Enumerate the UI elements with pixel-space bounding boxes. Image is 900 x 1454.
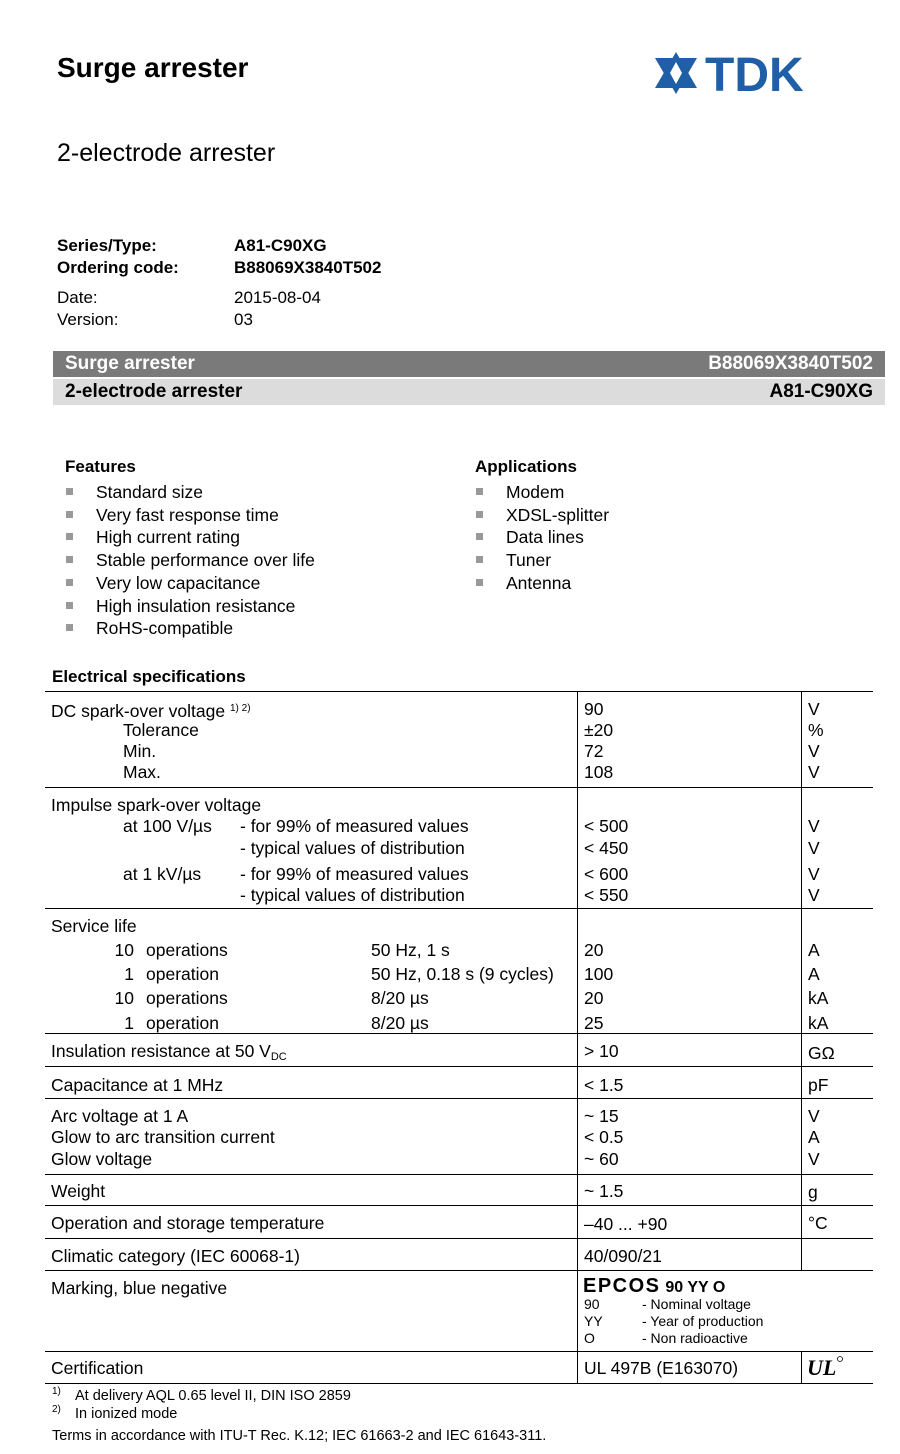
impulse-line: - typical values of distribution [240, 885, 465, 905]
logo-text: TDK [705, 49, 804, 98]
temperature-value: –40 ... +90 [584, 1214, 668, 1234]
impulse-value: < 450 [584, 838, 629, 858]
bullet-icon [476, 533, 483, 540]
service-value: 25 [584, 1013, 604, 1033]
glow-arc-current-unit: A [808, 1127, 820, 1147]
series-label: Series/Type: [57, 236, 157, 255]
service-unit: A [808, 964, 820, 984]
features-heading: Features [65, 457, 136, 476]
table-col-rule [577, 691, 578, 1383]
marking-desc: - Year of production [642, 1313, 764, 1329]
table-rule [45, 1174, 873, 1175]
dc-max-unit: V [808, 762, 820, 782]
impulse-rate-1k: at 1 kV/µs [123, 864, 202, 884]
impulse-unit: V [808, 816, 820, 836]
climatic-label: Climatic category (IEC 60068-1) [51, 1246, 300, 1266]
marking-key: YY [584, 1313, 603, 1329]
features-list: Standard size Very fast response time High current rating Stable performance over life Very low capacitance High insulation resistance RoHS-compatible [66, 482, 446, 642]
glow-voltage-label: Glow voltage [51, 1149, 153, 1169]
insulation-label: Insulation resistance at 50 $V_{DC}$ [51, 1041, 287, 1063]
dc-tolerance-unit: % [808, 720, 824, 740]
service-count: 10 [114, 940, 134, 960]
impulse-rate-100: at 100 V/µs [123, 816, 212, 836]
bullet-icon [476, 511, 483, 518]
service-value: 100 [584, 964, 614, 984]
bullet-icon [66, 511, 73, 518]
footnote-text: In ionized mode [75, 1406, 178, 1422]
service-what: operations [146, 988, 228, 1008]
bullet-icon [66, 533, 73, 540]
service-condition: 50 Hz, 1 s [371, 940, 450, 960]
certification-value: UL 497B (E163070) [584, 1358, 739, 1378]
impulse-line: - typical values of distribution [240, 838, 465, 858]
tdk-logo [651, 48, 847, 98]
climatic-value: 40/090/21 [584, 1246, 662, 1266]
service-what: operation [146, 1013, 219, 1033]
insulation-unit: GΩ [808, 1043, 835, 1063]
band-type-code: A81-C90XG [769, 381, 873, 402]
glow-voltage-value: ~ 60 [584, 1149, 619, 1169]
specs-title: Electrical specifications [52, 667, 246, 686]
capacitance-unit: pF [808, 1075, 829, 1095]
impulse-value: < 600 [584, 864, 629, 884]
dc-value: 90 [584, 699, 604, 719]
product-band [53, 351, 885, 377]
series-value: A81-C90XG [234, 236, 327, 255]
service-value: 20 [584, 988, 604, 1008]
dc-tolerance-value: ±20 [584, 720, 614, 740]
capacitance-label: Capacitance at 1 MHz [51, 1075, 224, 1095]
impulse-line: - for 99% of measured values [240, 864, 469, 884]
impulse-value: < 550 [584, 885, 629, 905]
dc-max-value: 108 [584, 762, 614, 782]
glow-arc-current-label: Glow to arc transition current [51, 1127, 275, 1147]
service-what: operation [146, 964, 219, 984]
bullet-icon [66, 579, 73, 586]
temperature-label: Operation and storage temperature [51, 1213, 325, 1233]
insulation-value: > 10 [584, 1041, 619, 1061]
bullet-icon [476, 488, 483, 495]
service-count: 1 [124, 964, 134, 984]
weight-unit: g [808, 1182, 818, 1202]
service-count: 10 [114, 988, 134, 1008]
glow-voltage-unit: V [808, 1149, 820, 1169]
dc-min-label: Min. [123, 741, 157, 761]
arc-voltage-unit: V [808, 1106, 820, 1126]
service-value: 20 [584, 940, 604, 960]
dc-tolerance-label: Tolerance [123, 720, 199, 740]
applications-list: Modem XDSL-splitter Data lines Tuner Antenna [476, 482, 856, 602]
version-label: Version: [57, 310, 119, 329]
capacitance-value: < 1.5 [584, 1075, 624, 1095]
dc-unit: V [808, 699, 820, 719]
footnote-marker: 1) [52, 1386, 61, 1397]
service-unit: kA [808, 1013, 829, 1033]
service-unit: A [808, 940, 820, 960]
marking-desc: - Non radioactive [642, 1330, 748, 1346]
type-band [53, 379, 885, 405]
band-product-name: Surge arrester [65, 353, 195, 374]
version-value: 03 [234, 310, 253, 329]
impulse-unit: V [808, 885, 820, 905]
marking-key: 90 [584, 1296, 600, 1312]
table-rule [45, 1351, 873, 1352]
marking-desc: - Nominal voltage [642, 1296, 751, 1312]
dc-max-label: Max. [123, 762, 161, 782]
dc-min-value: 72 [584, 741, 604, 761]
table-rule [45, 1238, 873, 1239]
bullet-icon [66, 624, 73, 631]
table-rule [45, 1205, 873, 1206]
service-condition: 8/20 µs [371, 1013, 429, 1033]
temperature-unit: °C [808, 1213, 828, 1233]
terms-note: Terms in accordance with ITU-T Rec. K.12; IEC 61663-2 and IEC 61643-311. [52, 1428, 547, 1444]
table-col-rule [801, 1351, 802, 1383]
page-title: Surge arrester [57, 52, 249, 83]
weight-value: ~ 1.5 [584, 1181, 624, 1201]
glow-arc-current-value: < 0.5 [584, 1127, 624, 1147]
footnote-text: At delivery AQL 0.65 level II, DIN ISO 2859 [75, 1388, 351, 1404]
marking-key: O [584, 1330, 595, 1346]
epcos-marking: EPCOS 90 YY O [583, 1275, 726, 1297]
svg-text:UL: UL [807, 1355, 837, 1379]
date-label: Date: [57, 288, 98, 307]
service-condition: 8/20 µs [371, 988, 429, 1008]
ordering-label: Ordering code: [57, 258, 179, 277]
marking-label: Marking, blue negative [51, 1278, 228, 1298]
table-col-rule [801, 691, 802, 1270]
page-subtitle: 2-electrode arrester [57, 139, 276, 167]
date-value: 2015-08-04 [234, 288, 321, 307]
service-unit: kA [808, 988, 829, 1008]
impulse-value: < 500 [584, 816, 629, 836]
bullet-icon [66, 488, 73, 495]
service-what: operations [146, 940, 228, 960]
impulse-unit: V [808, 864, 820, 884]
table-rule [45, 1270, 873, 1271]
table-rule [45, 691, 873, 692]
band-ordering-code: B88069X3840T502 [708, 353, 873, 374]
band-type-name: 2-electrode arrester [65, 381, 243, 402]
dc-min-unit: V [808, 741, 820, 761]
epcos-logo: EPCOS [583, 1275, 661, 1297]
bullet-icon [66, 602, 73, 609]
bullet-icon [476, 556, 483, 563]
table-rule [45, 1033, 873, 1034]
table-rule [45, 1383, 873, 1384]
arc-voltage-value: ~ 15 [584, 1106, 619, 1126]
ordering-value: B88069X3840T502 [234, 258, 382, 277]
ul-recognized-icon [806, 1355, 844, 1379]
arc-voltage-label: Arc voltage at 1 A [51, 1106, 189, 1126]
impulse-unit: V [808, 838, 820, 858]
service-life-label: Service life [51, 916, 137, 936]
table-rule [45, 1098, 873, 1099]
tdk-logo-icon [651, 48, 847, 98]
bullet-icon [66, 556, 73, 563]
weight-label: Weight [51, 1181, 106, 1201]
certification-label: Certification [51, 1358, 144, 1378]
impulse-line: - for 99% of measured values [240, 816, 469, 836]
table-rule [45, 908, 873, 909]
applications-heading: Applications [475, 457, 578, 476]
service-condition: 50 Hz, 0.18 s (9 cycles) [371, 964, 554, 984]
table-rule [45, 787, 873, 788]
dc-sparkover-label: DC spark-over voltage $^{1) 2)}$ [51, 701, 251, 721]
service-count: 1 [124, 1013, 134, 1033]
footnote-marker: 2) [52, 1404, 61, 1415]
impulse-label: Impulse spark-over voltage [51, 795, 262, 815]
bullet-icon [476, 579, 483, 586]
